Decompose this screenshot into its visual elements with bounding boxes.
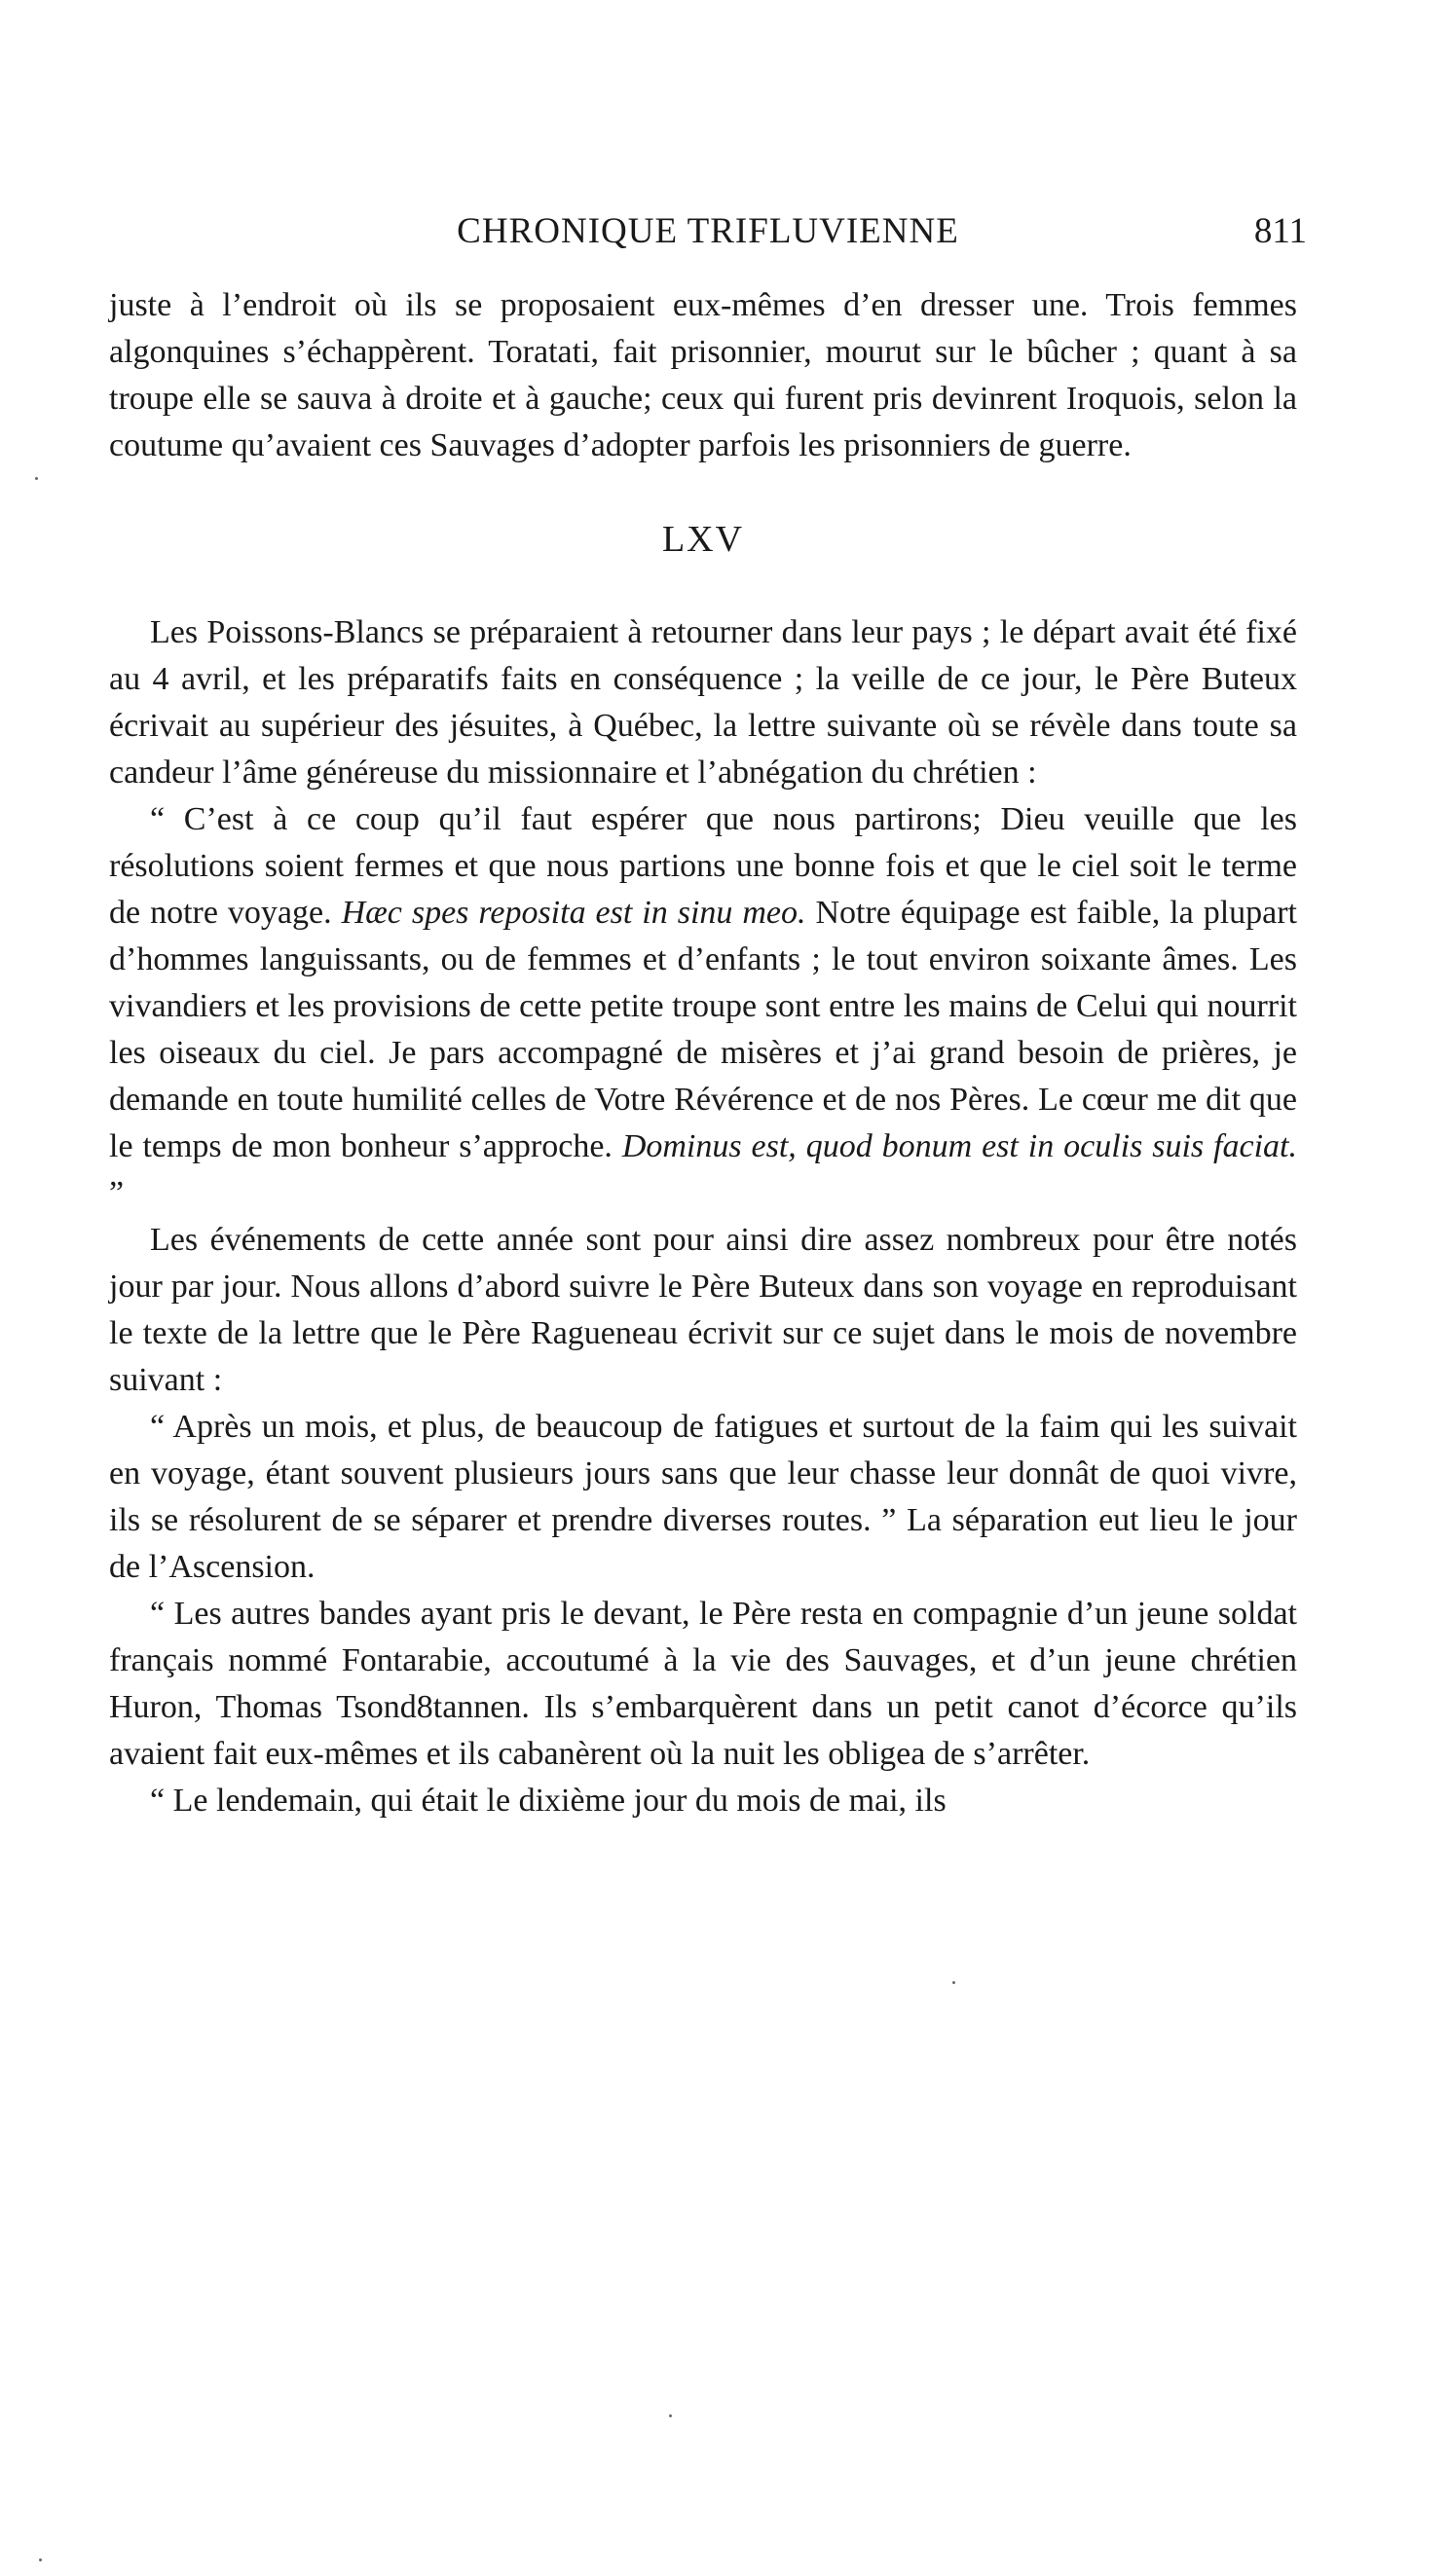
scan-speck xyxy=(669,2414,672,2417)
paragraph-quote-next-day: “ Le lendemain, qui était le dixième jour du mois de mai, ils xyxy=(150,1783,947,1819)
scan-speck xyxy=(35,477,38,480)
paragraph-events: Les événements de cette année sont pour ainsi dire assez nombreux pour être notés jour par jour. Nous allons d’abord suivre le Père Buteux dans son voyage en reproduisant le texte de la lettre que le Père Ragueneau écrivit sur ce sujet dans le mois de novembre suivant : xyxy=(109,1222,1297,1398)
paragraph-letter xyxy=(109,796,1297,1217)
latin-quote-2: Dominus est, quod bonum est in oculis suis faciat. xyxy=(621,1128,1297,1164)
page-number: 811 xyxy=(1253,211,1307,251)
latin-quote-1: Hæc spes reposita est in sinu meo. xyxy=(341,895,806,931)
scan-speck xyxy=(952,1981,955,1984)
running-head xyxy=(109,202,1307,261)
paragraph-departure: Les Poissons-Blancs se préparaient à retourner dans leur pays ; le départ avait été fixé au 4 avril, et les préparatifs faits en conséquence ; la veille de ce jour, le Père Buteux écrivait au supérieur des jésuites, à Québec, la lettre suivante où se révèle dans toute sa candeur l’âme généreuse du missionnaire et l’abnégation du chrétien : xyxy=(109,614,1297,791)
body-text xyxy=(109,282,1297,1824)
running-title: CHRONIQUE TRIFLUVIENNE xyxy=(457,211,959,251)
paragraph-continuation: juste à l’endroit où ils se proposaient eux-mêmes d’en dresser une. Trois femmes algonquines s’échappèrent. Toratati, fait prisonnier, mourut sur le bûcher ; quant à sa troupe elle se sauva à droite et à gauche; ceux qui furent pris devinrent Iroquois, selon la coutume qu’avaient ces Sauvages d’adopter parfois les prisonniers de guerre. xyxy=(109,287,1297,463)
scan-speck xyxy=(39,2558,42,2561)
section-heading: LXV xyxy=(661,519,745,560)
paragraph-quote-journey: “ Après un mois, et plus, de beaucoup de fatigues et surtout de la faim qui les suivait en voyage, étant souvent plusieurs jours sans que leur chasse leur donnât de quoi vivre, ils se résolurent de se séparer et prendre diverses routes. ” La séparation eut lieu le jour de l’Ascension. xyxy=(109,1409,1297,1585)
letter-close-quote: ” xyxy=(109,1175,125,1211)
letter-text-a: “ C’est à ce coup qu’il faut espérer que nous partirons; Dieu veuille que les résolutions soient fermes et que nous partions une bonne fois et que le ciel soit le terme de notre voyage. xyxy=(109,801,1297,931)
paragraph-quote-bands: “ Les autres bandes ayant pris le devant, le Père resta en compagnie d’un jeune soldat français nommé Fontarabie, accoutumé à la vie des Sauvages, et d’un jeune chrétien Huron, Thomas Tsond8tannen. Ils s’embarquèrent dans un petit canot d’écorce qu’ils avaient fait eux-mêmes et ils cabanèrent où la nuit les obligea de s’arrêter. xyxy=(109,1596,1297,1772)
letter-text-b: Notre équipage est faible, la plupart d’hommes languissants, ou de femmes et d’enfants ; le tout environ soixante âmes. Les vivandiers et les provisions de cette petite troupe sont entre les mains de Celui qui nourrit les oiseaux du ciel. Je pars accompagné de misères et j’ai grand besoin de prières, je demande en toute humilité celles de Votre Révérence et de nos Pères. Le cœur me dit que le temps de mon bonheur s’approche. xyxy=(109,895,1297,1164)
